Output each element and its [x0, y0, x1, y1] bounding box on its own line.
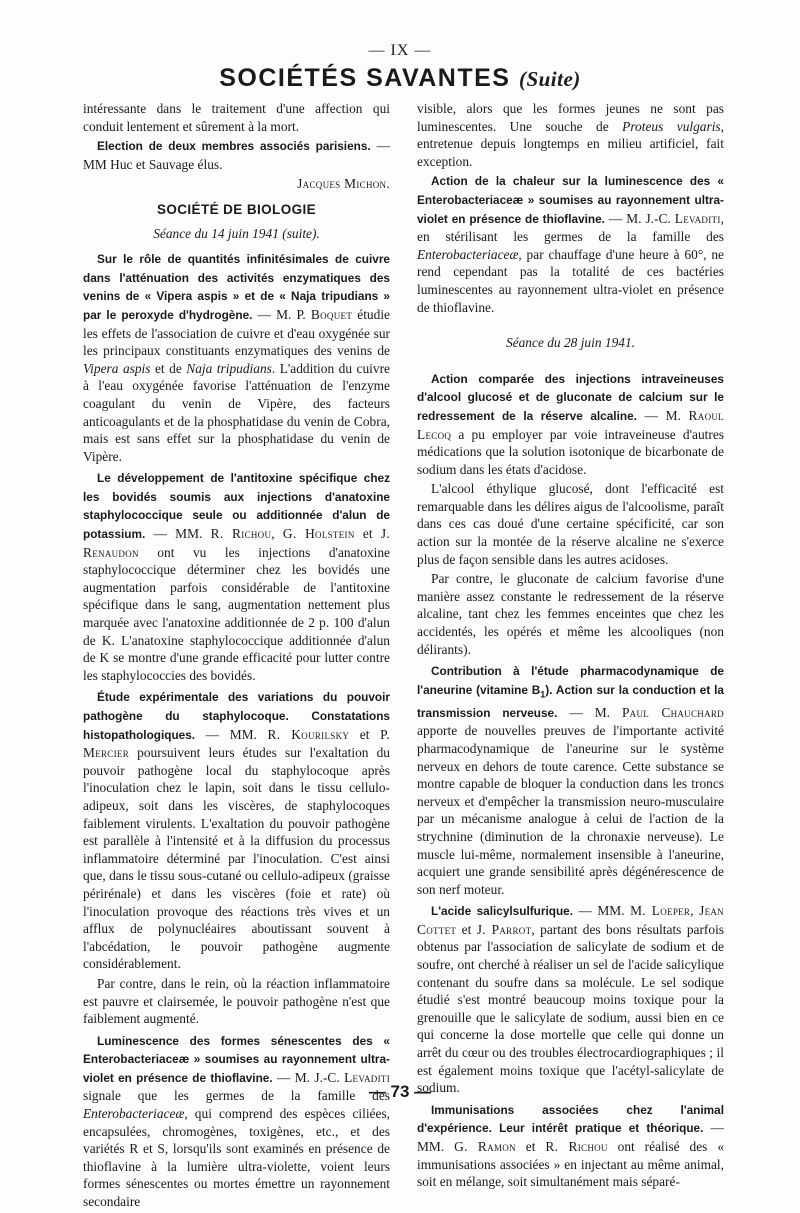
article-kourilsky-cont: Par contre, dans le rein, où la réaction inflammatoire est pauvre et clairsemée, le pouvoir pathogène n'est que faiblement augmenté. — [83, 975, 390, 1027]
separator: , — [271, 526, 283, 542]
article-title: Étude expérimentale des variations du pouvoir pathogène du staphylocoque. Constatations histopathologiques. — [83, 690, 390, 742]
article-text: apporte de nouvelles preuves de l'importante activité pharmacodynamique de l'aneurine sur le système nerveux en dehors de toute carence. Cette substance se montre capable de bloquer la conduction dans les troncs nerveux et d'empêcher la transmission neuro-musculaire par un mécanisme analogue à celui de l'action de la strychnine (diminution de la chronaxie nerveuse). Le muscle lui-même, normalement insensible à l'aneurine, acquiert une grande sensibilité après dégénérescence de son nerf moteur. — [417, 723, 724, 897]
family-name: Enterobacteriaceæ — [83, 1106, 185, 1122]
author-name: R. Richou — [210, 526, 272, 542]
article-chauchard — [417, 662, 724, 898]
article-title: Luminescence des formes sénescentes des « Enterobacteriaceæ » soumises au rayonnement ultra-violet en présence de thioflavine. — [83, 1033, 390, 1085]
article-title-part: ). Action sur la conduction et la transmission nerveuse. — [417, 682, 724, 720]
author-name: Levaditi — [344, 1069, 390, 1085]
left-column — [83, 100, 390, 1213]
article-text: , en stérilisant les germes de la famille des — [417, 210, 724, 245]
author-name: J. Parrot — [476, 921, 532, 937]
article-boquet — [83, 250, 390, 465]
author-name: Boquet — [310, 306, 353, 322]
dash: — M. J.-C. — [272, 1069, 345, 1085]
author-name: Raoul Lecoq — [417, 407, 724, 442]
article-richou — [83, 469, 390, 684]
article-text: , par chauffage d'une heure à 60°, ne rend cependant pas la totalité de ces bactéries luminescentes au rayonnement ultra-violet en présence de thioflavine. — [417, 246, 724, 315]
article-levaditi-2 — [417, 172, 724, 316]
article-title: Action comparée des injections intraveineuses d'alcool glucosé et de gluconate de calcium sur le redressement de la réserve alcaline. — [417, 371, 724, 423]
species-name: Proteus vulgaris — [622, 118, 721, 134]
species-name: Vipera aspis — [83, 360, 151, 376]
seance-date: Séance du 14 juin 1941 (suite). — [153, 225, 320, 241]
separator: , — [690, 903, 700, 919]
article-levaditi-1 — [83, 1032, 390, 1211]
article-lecoq-p3: Par contre, le gluconate de calcium favorise d'une manière assez constante le redressement de la réserve alcaline, tant chez les femmes enceintes que chez les accidentés, les opérés et même les alcooliques (non délirants). — [417, 571, 724, 657]
article-text: , qui comprend des espèces ciliées, encapsulées, chromogènes, toxigènes, etc., et des variétés R et S, lorsqu'ils sont examinés en présence de thioflavine à la lumière ultra-violette, voient leurs formes sénescentes ou mortes émettre un rayonnement secondaire — [83, 1106, 390, 1210]
separator: et — [354, 526, 381, 542]
article-title-part: Contribution à l'étude pharmacodynamique de l'aneurine (vitamine B — [417, 664, 724, 697]
family-name: Enterobacteriaceæ — [417, 246, 519, 262]
author-name: J. Renaudon — [83, 526, 390, 560]
running-title-suite: (Suite) — [518, 67, 581, 91]
article-loeper — [417, 902, 724, 1097]
seance-date: Séance du 28 juin 1941. — [505, 335, 636, 351]
author-name: G. Holstein — [282, 526, 355, 542]
article-text: étudie les effets de l'association de cuivre et d'eau oxygénée sur les principaux constituants enzymatiques des venins de — [83, 306, 390, 359]
separator: et — [515, 1139, 546, 1155]
species-name: Naja tripudians — [186, 360, 272, 376]
election-text: — MM Huc et Sauvage élus. — [83, 138, 390, 172]
dash: — M. P. — [252, 306, 311, 322]
article-text: poursuivent leurs études sur l'exaltation du pouvoir pathogène local du staphylocoque après l'inoculation chez le lapin, soit dans le tissu cellulo-adipeux, soit dans les viscères, de staphylocoques faiblement virulents. L'exaltation du pouvoir pathogène est parallèle à l'intensité et à la diffusion du processus inflammatoire déterminé par l'inoculation. C'est ainsi que, dans le tissu sous-cutané ou cellulo-adipeux (graisse périrénale) et dans les viscères (foie et rate) où l'inoculation provoque des réactions très vives et un afflux de polynucléaires aboutissant souvent à l'abcédation, le pouvoir pathogène augmente considérablement. — [83, 745, 390, 972]
article-text: a pu employer par voie intraveineuse d'autres médications que la solution isotonique de bicarbonate de sodium dans les états d'acidose. — [417, 426, 724, 477]
dash: — M. — [636, 407, 689, 423]
author-name: R. Richou — [545, 1139, 608, 1155]
article-text: ont vu les injections d'anatoxine staphylococcique déterminer chez les bovidés une augmentation parfois considérable de l'antitoxine spécifique dans le sang, augmentation nettement plus marquée avec l'anatoxine additionnée de 2 p. 100 d'alun de K. L'anatoxine staphylococcique additionnée d'alun de K se montre d'une grande efficacité pour lutter contre les staphylococcies des bovidés. — [83, 544, 390, 683]
author-name: R. Kourilsky — [267, 726, 350, 742]
article-lecoq-p2: L'alcool éthylique glucosé, dont l'efficacité est remarquable dans les délires aigus de l'alcoolisme, paraît dans ces cas doué d'une certaine spécificité, car son action sur la montée de la réserve alcaline ne s'exerce plus de façon sensible dans les autres acidoses. — [417, 481, 724, 567]
article-kourilsky — [83, 688, 390, 973]
dash: — MM. — [417, 1120, 724, 1155]
article-title: L'acide salicylsulfurique. — [431, 904, 573, 919]
dash: — M. J.-C. — [604, 210, 675, 226]
subscript: 1 — [540, 689, 546, 700]
article-lecoq — [417, 370, 724, 479]
article-text: . L'addition du cuivre à l'eau oxygénée favorise l'atténuation de l'enzyme coagulant du venin de Vipère, des facteurs anticoagulants et de la phosphatidase du venin de Cobra, mais est sans effet sur la phosphatidase du venin de Vipère. — [83, 360, 390, 464]
article-title: Immunisations associées chez l'animal d'expérience. Leur intérêt pratique et théorique. — [417, 1102, 724, 1136]
running-title — [0, 64, 800, 93]
page-roman-numeral: — IX — — [368, 42, 432, 59]
election-title: Election de deux membres associés parisiens. — [97, 139, 371, 154]
author-name: P. Mercier — [83, 726, 390, 761]
dash: — M. — [557, 704, 622, 720]
article-text: et de — [150, 360, 187, 376]
article-text: visible, alors que les formes jeunes ne sont pas luminescentes. Une souche de — [417, 101, 724, 134]
dash: — MM. — [573, 903, 631, 919]
article-text: , partant des bons résultats parfois obtenus par l'association de salicylate de sodium et de soufre, ont cherché à réaliser un sel de l'acide salicylique contenant du soufre dans sa molécule. Le sel sodique étudié s'est montré beaucoup moins toxique pour la grenouille que le salicylate de sodium, aussi bien en ce qui concerne la dose mortelle que celle qui donne un arrêt du cœur ou des troubles électrocardiographiques ; il est également moins toxique que l'acétyl-salicylate de sodium. — [417, 921, 724, 1096]
author-name: Paul Chauchard — [621, 704, 724, 720]
article-title: Sur le rôle de quantités infinitésimales de cuivre dans l'atténuation des activités enzymatiques des venins de « Vipera aspis » et de « Naja tripudians » par le peroxyde d'hydrogène. — [83, 252, 390, 322]
article-title: Action de la chaleur sur la luminescence des « Enterobacteriaceæ » soumises au rayonnement ultra-violet en présence de thioflavine. — [417, 174, 724, 226]
separator: et — [456, 921, 477, 937]
author-name: Jean Cottet — [417, 903, 724, 937]
right-column — [417, 100, 724, 1193]
article-text: ont réalisé des « immunisations associées » en injectant au même animal, soit en mélange, soit simultanément mais séparé- — [417, 1139, 725, 1190]
dash: — MM. — [195, 726, 268, 742]
page-number: — 73 — — [368, 1082, 432, 1101]
author-name: Levaditi — [674, 210, 721, 226]
continuation-paragraph: intéressante dans le traitement d'une affection qui conduit lentement et sûrement à la mort. — [83, 101, 390, 134]
author-name: M. Loeper — [630, 903, 691, 919]
article-text: , entretenue depuis longtemps en milieu artificiel, fait exception. — [417, 118, 724, 169]
article-text: signale que les germes de la famille des — [83, 1088, 390, 1104]
section-heading: SOCIÉTÉ DE BIOLOGIE — [156, 201, 317, 217]
signature: Jacques Michon. — [297, 176, 390, 192]
running-title-main: SOCIÉTÉS SAVANTES — [219, 64, 511, 92]
separator: et — [349, 726, 381, 742]
article-title: Le développement de l'antitoxine spécifique chez les bovidés soumis aux injections d'anatoxine staphylococcique seule ou additionnée d'alun de potassium. — [83, 471, 390, 542]
author-name: G. Ramon — [454, 1139, 516, 1155]
dash: — MM. — [145, 526, 211, 542]
election-paragraph — [83, 137, 390, 173]
continuation-paragraph — [417, 100, 724, 170]
